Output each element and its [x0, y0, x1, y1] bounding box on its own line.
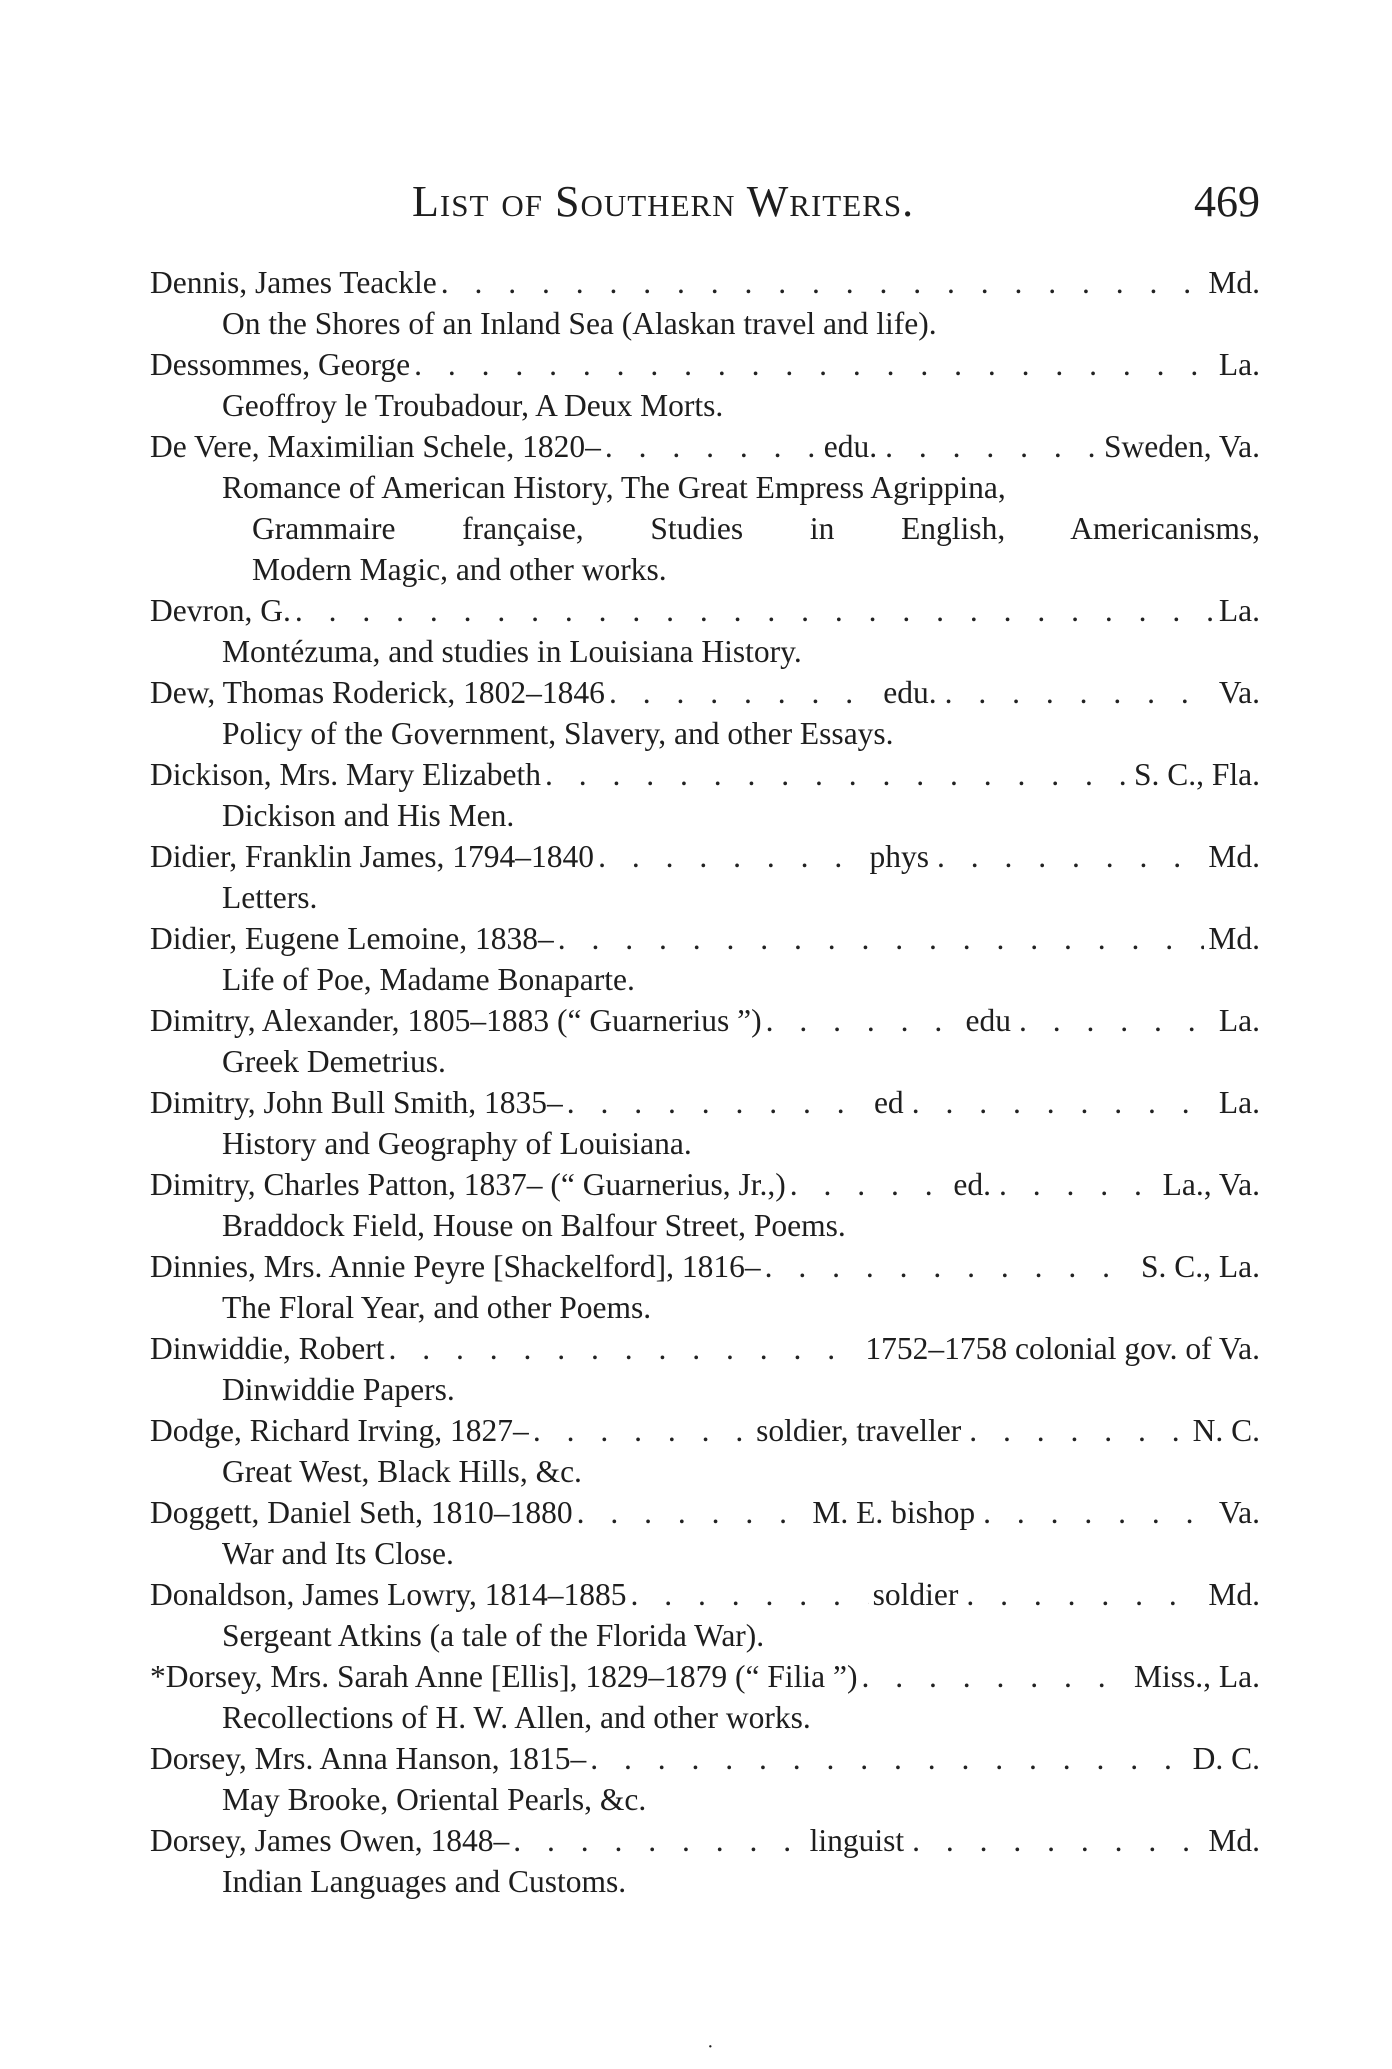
writer-works: Sergeant Atkins (a tale of the Florida War). [222, 1618, 765, 1653]
list-item [150, 426, 1260, 467]
dot-leader [291, 590, 1215, 631]
dot-leader [962, 1574, 1204, 1615]
list-item [150, 1082, 1260, 1123]
writer-name: Dessommes, George [150, 347, 411, 382]
writer-occupation: M. E. bishop [812, 1495, 976, 1530]
print-speck: · [707, 2036, 714, 2058]
writer-name: Didier, Franklin James, 1794–1840 [150, 839, 595, 874]
writer-place: S. C., La. [1140, 1249, 1260, 1284]
writer-works: War and Its Close. [222, 1536, 454, 1571]
writer-list [150, 262, 1260, 1902]
writer-place: Md. [1208, 1823, 1260, 1858]
writer-name: Dickison, Mrs. Mary Elizabeth [150, 757, 542, 792]
writer-works: Dinwiddie Papers. [222, 1372, 455, 1407]
writer-name: Dodge, Richard Irving, 1827– [150, 1413, 529, 1448]
writer-occupation: soldier, traveller [756, 1413, 962, 1448]
dot-leader [410, 344, 1215, 385]
writer-occupation: soldier [872, 1577, 959, 1612]
dot-leader [881, 426, 1100, 467]
writer-name: Dimitry, John Bull Smith, 1835– [150, 1085, 563, 1120]
dot-leader [1015, 1000, 1215, 1041]
writer-name: Devron, G. [150, 593, 291, 628]
list-item [150, 1492, 1260, 1533]
writer-place: Sweden, Va. [1103, 429, 1260, 464]
page-header [150, 176, 1260, 236]
writer-place: N. C. [1192, 1413, 1260, 1448]
writer-place: S. C., Fla. [1133, 757, 1260, 792]
writer-occupation: ed. [953, 1167, 991, 1202]
writer-occupation: edu. [883, 675, 937, 710]
writer-works: Dickison and His Men. [222, 798, 515, 833]
writer-works: History and Geography of Louisiana. [222, 1126, 692, 1161]
writer-place: Miss., La. [1134, 1659, 1260, 1694]
list-item [150, 1328, 1260, 1369]
writer-works: May Brooke, Oriental Pearls, &c. [222, 1782, 647, 1817]
writer-place: Md. [1208, 839, 1260, 874]
dot-leader [437, 262, 1205, 303]
dot-leader [541, 754, 1130, 795]
dot-leader [908, 1820, 1204, 1861]
writer-place: Md. [1208, 921, 1260, 956]
list-item [150, 1164, 1260, 1205]
list-item [150, 1410, 1260, 1451]
writer-works: The Floral Year, and other Poems. [222, 1290, 652, 1325]
writer-place: La. [1218, 347, 1260, 382]
writer-place: Md. [1208, 1577, 1260, 1612]
page-number: 469 [1194, 177, 1260, 226]
dot-leader [857, 1656, 1130, 1697]
list-item [150, 1820, 1260, 1861]
dot-leader [594, 836, 865, 877]
dot-leader [563, 1082, 870, 1123]
dot-leader [529, 1410, 752, 1451]
writer-works: Montézuma, and studies in Louisiana History. [222, 634, 802, 669]
dot-leader [908, 1082, 1215, 1123]
writer-works: Indian Languages and Customs. [222, 1864, 627, 1899]
list-item [150, 1656, 1260, 1697]
writer-name: De Vere, Maximilian Schele, 1820– [150, 429, 601, 464]
writer-name: Dew, Thomas Roderick, 1802–1846 [150, 675, 605, 710]
writer-name: Dinnies, Mrs. Annie Peyre [Shackelford], 1816– [150, 1249, 761, 1284]
writer-place: La. [1218, 1003, 1260, 1038]
list-item [150, 918, 1260, 959]
writer-works: Life of Poe, Madame Bonaparte. [222, 962, 635, 997]
list-item [150, 344, 1260, 385]
writer-place: La. [1218, 1085, 1260, 1120]
running-title: List of Southern Writers. [412, 177, 915, 226]
list-item [150, 590, 1260, 631]
writer-works: Great West, Black Hills, &c. [222, 1454, 582, 1489]
writer-place: D. C. [1192, 1741, 1260, 1776]
writer-occupation: linguist [809, 1823, 905, 1858]
writer-name: Donaldson, James Lowry, 1814–1885 [150, 1577, 627, 1612]
dot-leader [384, 1328, 861, 1369]
dot-leader [573, 1492, 809, 1533]
writer-occupation: edu [965, 1003, 1012, 1038]
writer-name: Dennis, James Teackle [150, 265, 437, 300]
writer-place: La., Va. [1162, 1167, 1260, 1202]
writer-works: On the Shores of an Inland Sea (Alaskan travel and life). [222, 306, 937, 341]
list-item [150, 1000, 1260, 1041]
writer-name: Dinwiddie, Robert [150, 1331, 385, 1366]
writer-works: Geoffroy le Troubadour, A Deux Morts. [222, 388, 724, 423]
dot-leader [979, 1492, 1215, 1533]
writer-works: Braddock Field, House on Balfour Street, Poems. [222, 1208, 846, 1243]
writer-place: Va. [1218, 1495, 1260, 1530]
writer-works-continued: Grammaire française, Studies in English, Americanisms, [252, 511, 1260, 546]
list-item [150, 672, 1260, 713]
writer-works: Policy of the Government, Slavery, and other Essays. [222, 716, 894, 751]
writer-works: Recollections of H. W. Allen, and other works. [222, 1700, 811, 1735]
writer-place: 1752–1758 colonial gov. of Va. [865, 1331, 1260, 1366]
writer-name: Dorsey, James Owen, 1848– [150, 1823, 510, 1858]
writer-works: Romance of American History, The Great Empress Agrippina, [222, 470, 1006, 505]
writer-works: Greek Demetrius. [222, 1044, 446, 1079]
list-item [150, 1738, 1260, 1779]
list-item [150, 1574, 1260, 1615]
writer-name: Doggett, Daniel Seth, 1810–1880 [150, 1495, 573, 1530]
list-item [150, 754, 1260, 795]
dot-leader [786, 1164, 950, 1205]
list-item [150, 1246, 1260, 1287]
dot-leader [995, 1164, 1159, 1205]
dot-leader [509, 1820, 805, 1861]
writer-name: *Dorsey, Mrs. Sarah Anne [Ellis], 1829–1879 (“ Filia ”) [150, 1659, 858, 1694]
writer-place: La. [1218, 593, 1260, 628]
writer-works: Letters. [222, 880, 318, 915]
writer-works-continued: Modern Magic, and other works. [252, 552, 667, 587]
list-item [150, 262, 1260, 303]
dot-leader [941, 672, 1215, 713]
writer-name: Dimitry, Charles Patton, 1837– (“ Guarnerius, Jr.,) [150, 1167, 786, 1202]
dot-leader [554, 918, 1205, 959]
writer-name: Dimitry, Alexander, 1805–1883 (“ Guarnerius ”) [150, 1003, 762, 1038]
writer-place: Va. [1218, 675, 1260, 710]
dot-leader [933, 836, 1204, 877]
dot-leader [761, 1246, 1137, 1287]
dot-leader [586, 1738, 1188, 1779]
writer-occupation: phys [869, 839, 929, 874]
dot-leader [605, 672, 879, 713]
writer-name: Dorsey, Mrs. Anna Hanson, 1815– [150, 1741, 587, 1776]
writer-place: Md. [1208, 265, 1260, 300]
dot-leader [965, 1410, 1188, 1451]
writer-occupation: edu. [823, 429, 878, 464]
dot-leader [762, 1000, 962, 1041]
list-item [150, 836, 1260, 877]
writer-name: Didier, Eugene Lemoine, 1838– [150, 921, 554, 956]
writer-occupation: ed [873, 1085, 904, 1120]
dot-leader [601, 426, 820, 467]
dot-leader [627, 1574, 869, 1615]
